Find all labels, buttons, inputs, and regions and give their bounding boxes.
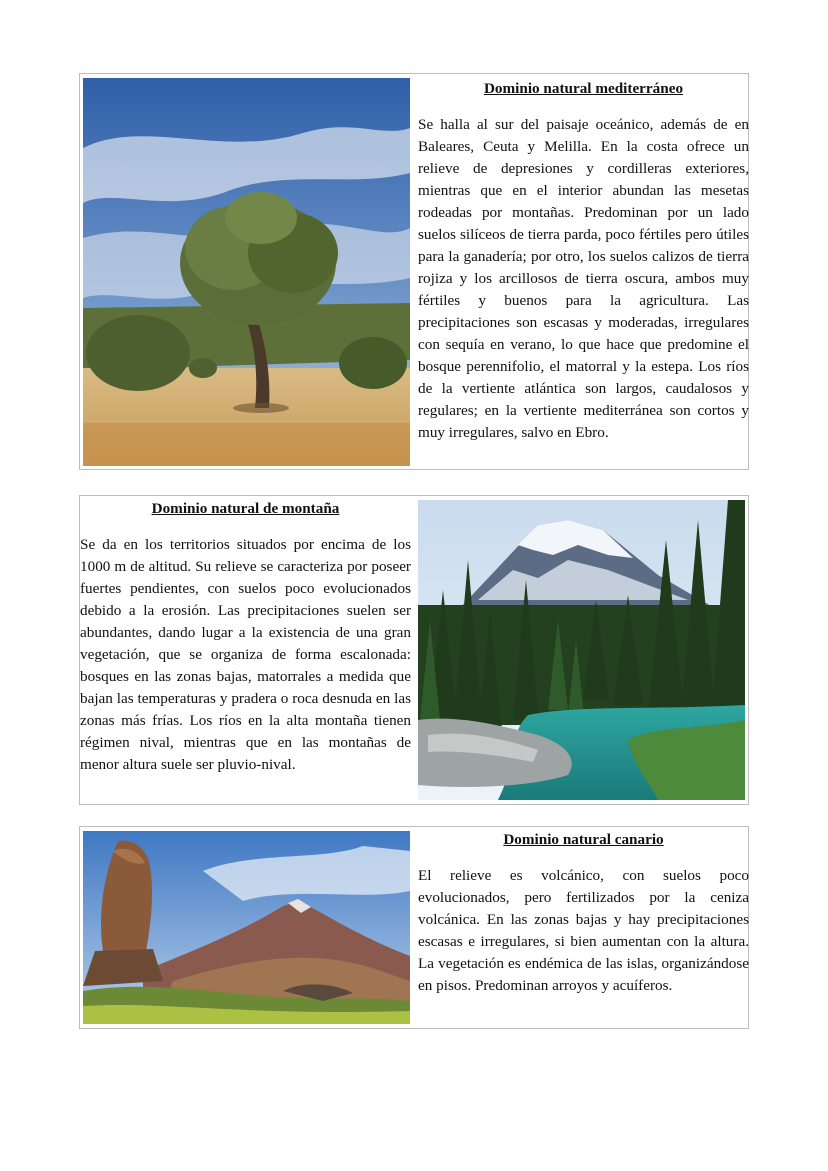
mountain-lake-photo (418, 500, 745, 800)
section-title: Dominio natural de montaña (151, 500, 340, 517)
section-text (418, 78, 749, 444)
volcano-photo (83, 831, 410, 1024)
section-montana (79, 495, 749, 805)
section-text (418, 829, 749, 997)
section-text (80, 498, 411, 776)
section-mediterraneo (79, 73, 749, 470)
section-body: El relieve es volcánico, con suelos poco evolucionados, pero fertilizados por la ceniza volcánica. En las zonas bajas y hay precipitaciones escasas e irregulares, si bien aumentan con la altura. La vegetación es endémica de las islas, organizándose en pisos. Predominan arroyos y acuíferos. (418, 867, 749, 994)
section-title: Dominio natural mediterráneo (483, 80, 684, 97)
oak-tree-photo (83, 78, 410, 466)
section-title: Dominio natural canario (503, 831, 664, 848)
section-body: Se da en los territorios situados por encima de los 1000 m de altitud. Su relieve se caracteriza por poseer fuertes pendientes, con suelos poco evolucionados debido a la erosión. Las precipitaciones suelen ser abundantes, dando lugar a la existencia de una gran vegetación, que se organiza de forma escalonada: bosques en las zonas bajas, matorrales a medida que bajan las temperaturas y pradera o roca desnuda en las zonas más frías. Los ríos en la alta montaña tienen régimen nival, mientras que en las montañas de menor altura suele ser pluvio-nival. (80, 536, 411, 773)
section-canario (79, 826, 749, 1029)
section-body: Se halla al sur del paisaje oceánico, además de en Baleares, Ceuta y Melilla. En la costa ofrece un relieve de depresiones y cordilleras exteriores, mientras que en el interior abundan las mesetas rodeadas por montañas. Predominan por un lado suelos silíceos de tierra parda, poco fértiles pero útiles para la ganadería; por otro, los suelos calizos de tierra rojiza y los arcillosos de tierra oscura, ambos muy fértiles y buenos para la agricultura. Las precipitaciones son escasas y moderadas, irregulares con sequía en verano, lo que hace que predomine el bosque perennifolio, el matorral y la estepa. Los ríos de la vertiente atlántica son largos, caudalosos y regulares; en la vertiente mediterránea son cortos y muy irregulares, salvo en Ebro. (418, 116, 749, 441)
